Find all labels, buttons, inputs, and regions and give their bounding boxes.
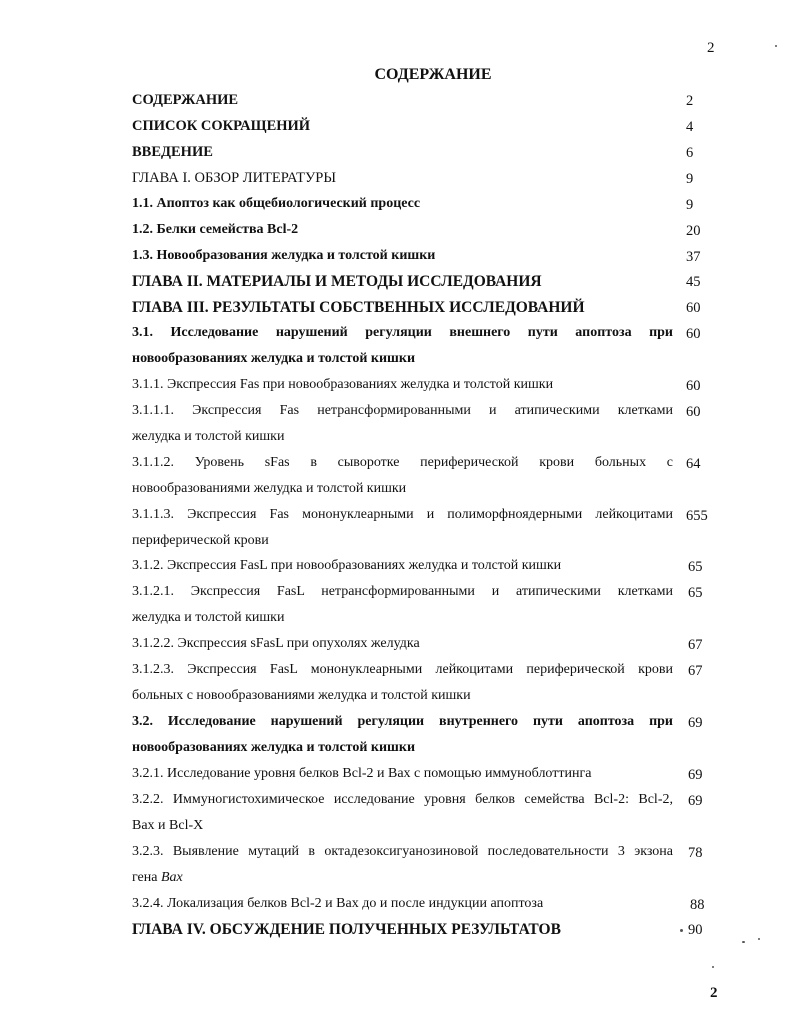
toc-entry-title: 3.1.2.3. Экспрессия FasL мононуклеарными лейкоцитами периферической крови	[132, 662, 673, 677]
toc-entry-title: СПИСОК СОКРАЩЕНИЙ	[132, 118, 311, 134]
page-number-bottom: 2	[710, 985, 718, 1001]
toc-entry-page: 9	[686, 197, 694, 213]
toc-entry-title: 3.1. Исследование нарушений регуляции внешнего пути апоптоза при	[132, 325, 673, 340]
toc-entry-title-cont: желудка и толстой кишки	[132, 429, 285, 444]
toc-entry-title: ГЛАВА I. ОБЗОР ЛИТЕРАТУРЫ	[132, 170, 337, 186]
toc-entry-page: 9	[686, 171, 694, 187]
scan-speck	[712, 966, 714, 968]
toc-entry-title: 3.2.2. Иммуногистохимическое исследование уровня белков семейства Bcl-2: Bcl-2,	[132, 792, 673, 807]
toc-entry-title: 1.3. Новообразования желудка и толстой кишки	[132, 248, 436, 263]
toc-entry-title: 3.1.1.1. Экспрессия Fas нетрансформированными и атипическими клетками	[132, 403, 673, 418]
toc-entry-page: 6	[686, 145, 694, 161]
toc-entry-page: 65	[688, 559, 703, 575]
page-number-top: 2	[707, 40, 715, 56]
toc-entry-page: 67	[688, 637, 703, 653]
toc-entry-page: 69	[688, 715, 703, 731]
toc-entry-title: 3.1.2.2. Экспрессия sFasL при опухолях желудка	[132, 636, 420, 651]
toc-entry-title-cont: новообразованиями желудка и толстой кишки	[132, 481, 407, 496]
toc-entry-title-cont: новообразованиях желудка и толстой кишки	[132, 351, 416, 366]
toc-entry-page: 90	[688, 922, 703, 938]
toc-entry-title-cont: новообразованиях желудка и толстой кишки	[132, 740, 416, 755]
toc-entry-page: 69	[688, 767, 703, 783]
toc-entry-title: 3.1.2. Экспрессия FasL при новообразованиях желудка и толстой кишки	[132, 558, 562, 573]
toc-entry-title: 3.1.1.3. Экспрессия Fas мононуклеарными и полиморфноядерными лейкоцитами	[132, 507, 673, 522]
scan-speck	[680, 929, 683, 932]
gene-name: Bax	[160, 870, 183, 885]
toc-entry-title: 3.2.4. Локализация белков Bcl-2 и Bax до и после индукции апоптоза	[132, 896, 544, 911]
toc-entry-page: 655	[686, 508, 708, 524]
toc-entry-title-cont: больных с новообразованиями желудка и толстой кишки	[132, 688, 471, 703]
toc-entry-title: 3.1.1. Экспрессия Fas при новообразованиях желудка и толстой кишки	[132, 377, 554, 392]
gene-label: гена	[132, 870, 161, 885]
toc-entry-page: 20	[686, 223, 701, 239]
toc-entry-page: 60	[686, 404, 701, 420]
toc-entry-title: ГЛАВА IV. ОБСУЖДЕНИЕ ПОЛУЧЕННЫХ РЕЗУЛЬТАТОВ	[132, 921, 561, 938]
toc-entry-page: 88	[690, 897, 705, 913]
scan-speck	[775, 45, 777, 47]
toc-entry-page: 60	[686, 326, 701, 342]
toc-entry-page: 45	[686, 274, 701, 290]
scan-speck	[742, 941, 745, 943]
toc-entry-page: 37	[686, 249, 701, 265]
toc-entry-page: 65	[688, 585, 703, 601]
toc-entry-title-cont	[132, 870, 183, 886]
toc-entry-page: 4	[686, 119, 694, 135]
toc-entry-title: ВВЕДЕНИЕ	[132, 144, 213, 160]
toc-entry-title: СОДЕРЖАНИЕ	[132, 92, 239, 108]
toc-entry-page: 69	[688, 793, 703, 809]
page-title: СОДЕРЖАНИЕ	[374, 66, 492, 83]
toc-entry-page: 60	[686, 378, 701, 394]
toc-entry-title: 1.2. Белки семейства Bcl-2	[132, 222, 299, 237]
toc-entry-page: 78	[688, 845, 703, 861]
toc-entry-title: 3.1.2.1. Экспрессия FasL нетрансформированными и атипическими клетками	[132, 584, 673, 599]
toc-entry-page: 60	[686, 300, 701, 316]
toc-entry-title-cont: Bax и Bcl-X	[132, 818, 204, 833]
scan-speck	[758, 938, 760, 940]
toc-entry-title: ГЛАВА III. РЕЗУЛЬТАТЫ СОБСТВЕННЫХ ИССЛЕДОВАНИЙ	[132, 299, 585, 316]
toc-entry-title-cont: желудка и толстой кишки	[132, 610, 285, 625]
toc-entry-title: 3.1.1.2. Уровень sFas в сыворотке периферической крови больных с	[132, 455, 673, 470]
toc-entry-page: 64	[686, 456, 701, 472]
toc-entry-page: 2	[686, 93, 694, 109]
toc-entry-page: 67	[688, 663, 703, 679]
toc-entry-title: 3.2.3. Выявление мутаций в октадезоксигуанозиновой последовательности 3 экзона	[132, 844, 673, 859]
toc-entry-title: 3.2. Исследование нарушений регуляции внутреннего пути апоптоза при	[132, 714, 673, 729]
toc-entry-title: 3.2.1. Исследование уровня белков Bcl-2 и Bax с помощью иммуноблоттинга	[132, 766, 592, 781]
toc-entry-title: 1.1. Апоптоз как общебиологический процесс	[132, 196, 421, 211]
toc-entry-title: ГЛАВА II. МАТЕРИАЛЫ И МЕТОДЫ ИССЛЕДОВАНИЯ	[132, 273, 542, 290]
toc-entry-title-cont: периферической крови	[132, 533, 269, 548]
